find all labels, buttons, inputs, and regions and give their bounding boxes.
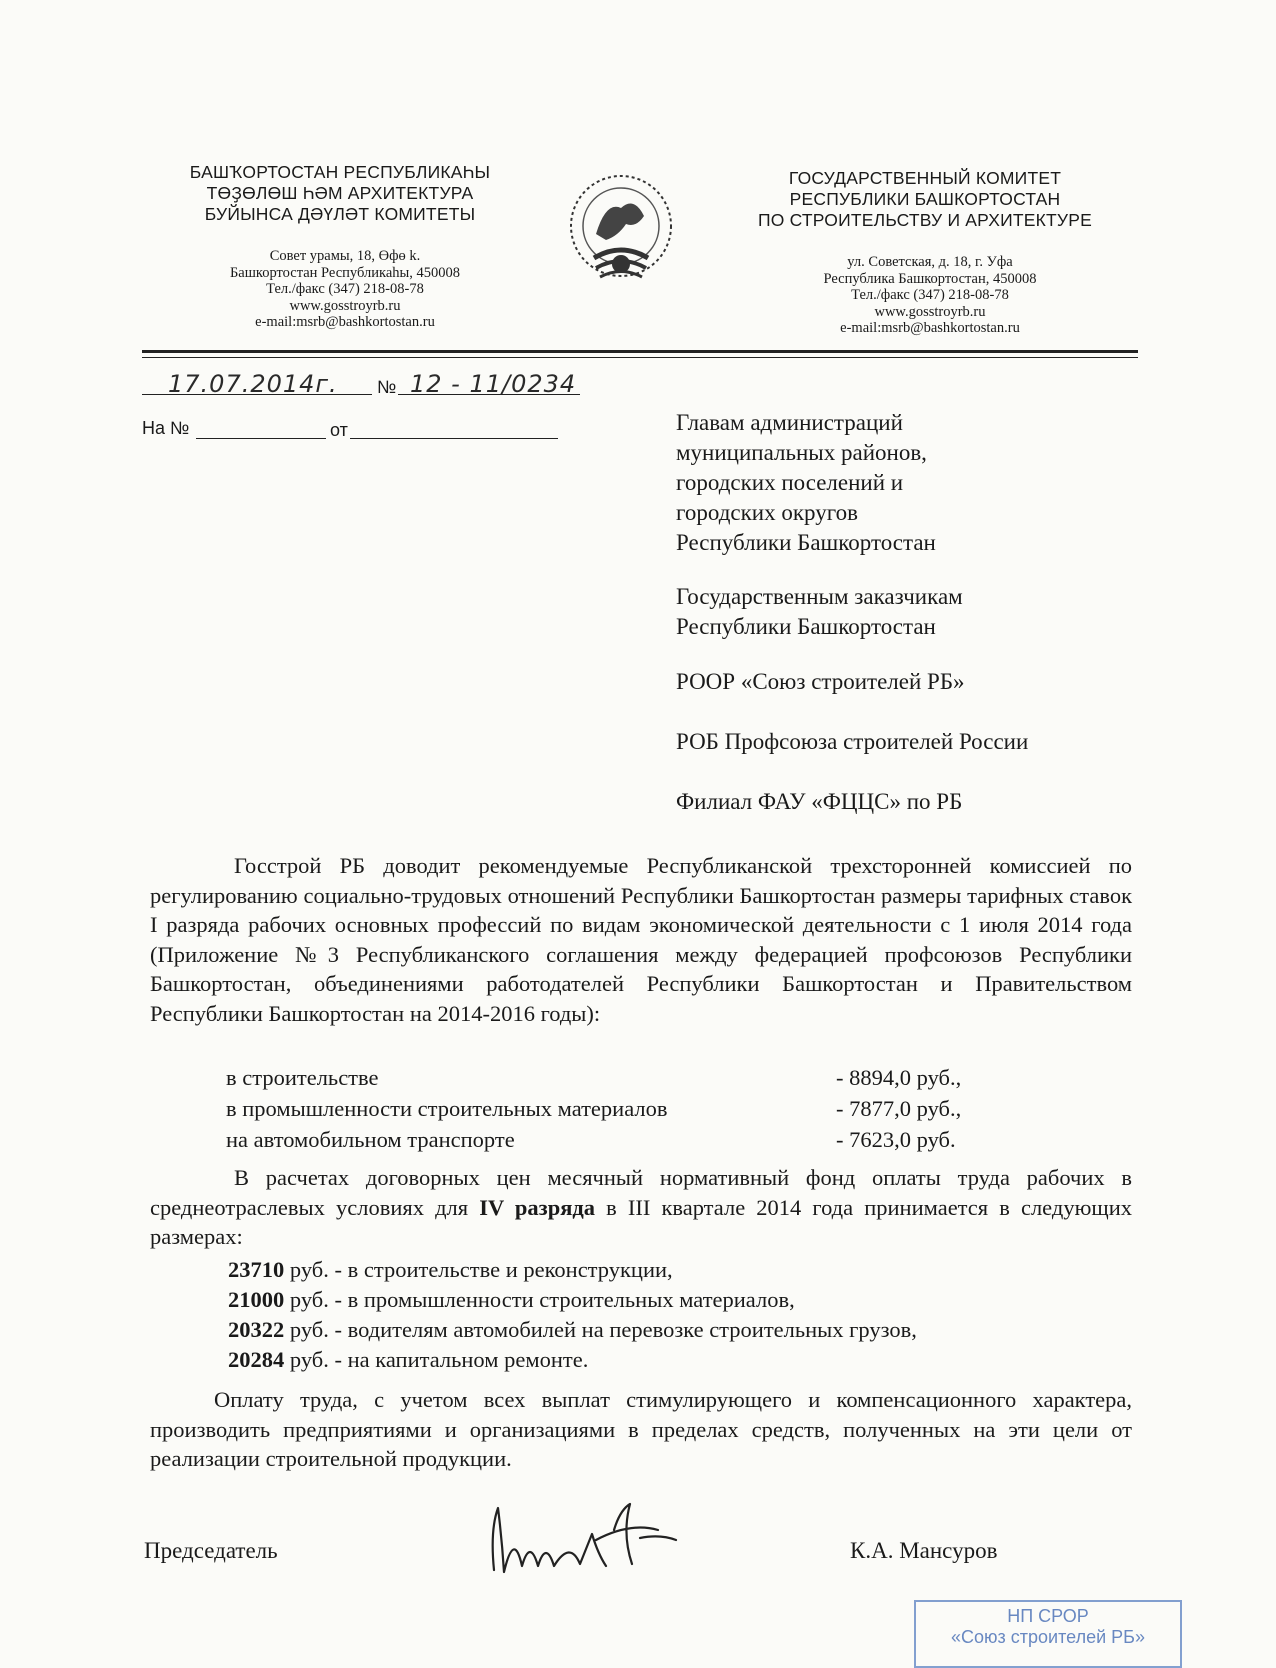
payment-line [228,1285,917,1315]
payment-line [228,1315,917,1345]
payment-text: руб. - на капитальном ремонте. [284,1347,589,1372]
registration-number-label: № [377,377,397,397]
rate-label: на автомобильном транспорте [226,1127,515,1152]
reference-from-label: от [330,420,348,440]
addressee-line: РОБ Профсоюза строителей России [676,729,1029,754]
address-line: Башкортостан Республикаһы, 450008 [229,264,460,281]
addressee-line: Государственным заказчикам [676,584,963,609]
signature-icon [480,1500,700,1580]
header-right-title [735,168,1115,231]
payment-text: руб. - водителям автомобилей на перевозке строительных грузов, [284,1317,917,1342]
payment-line [228,1255,917,1285]
header-left-title-line: БУЙЫНСА ДӘҮЛӘТ КОМИТЕТЫ [204,204,476,224]
addressee-line: Республики Башкортостан [676,530,936,555]
emblem-icon [566,156,676,306]
address-line: e-mail:msrb@bashkortostan.ru [840,320,1020,336]
payment-amount: 21000 [228,1287,285,1312]
incoming-stamp [914,1600,1182,1668]
body-intro-paragraph: Госстрой РБ доводит рекомендуемые Республиканской трехсторонней комиссией по регулированию социально-трудовых отношений Республики Башкортостан размеры тарифных ставок I разряда рабочих основных профессий по видам экономической деятельности с 1 июля 2014 года (Приложение №3 Республиканского соглашения между федерацией профсоюзов Республики Башкортостан, объединениями работодателей Республики Башкортостан и Правительством Республики Башкортостан на 2014-2016 годы): [150,853,1132,1026]
signatory-name: К.А. Мансуров [850,1538,998,1563]
stamp-line: НП СРОР [1007,1606,1089,1626]
addressee-line: городских округов [676,500,858,525]
address-line: Республика Башкортостан, 450008 [823,270,1037,287]
rate-value: - 7877,0 руб., [836,1096,962,1121]
addressee-line: Филиал ФАУ «ФЦЦС» по РБ [676,789,963,814]
payment-amount: 20284 [228,1347,285,1372]
address-line: Совет урамы, 18, Өфө k. [269,248,421,264]
addressee-block-5 [676,787,962,817]
fund-paragraph [150,1163,1132,1252]
payment-line [228,1345,917,1375]
payment-amount: 23710 [228,1257,285,1282]
address-line: www.gosstroyrb.ru [289,297,401,314]
payment-text: руб. - в промышленности строительных материалов, [284,1287,795,1312]
address-line: Тел./факс (347) 218-08-78 [266,281,424,297]
fund-grade: IV разряда [479,1194,596,1220]
reference-date-line [350,438,558,439]
addressee-block-4 [676,727,1028,757]
payment-text: руб. - в строительстве и реконструкции, [284,1257,673,1282]
closing-paragraph: Оплату труда, с учетом всех выплат стимулирующего и компенсационного характера, производить предприятиями и организациями в пределах средств, полученных на эти цели от реализации строительной продукции. [150,1387,1132,1471]
header-right-title-line: ГОСУДАРСТВЕННЫЙ КОМИТЕТ [788,168,1062,188]
header-right-title-line: РЕСПУБЛИКИ БАШКОРТОСТАН [789,189,1061,209]
addressee-block-2 [676,582,963,642]
header-left-title-line: ТӨҘӨЛӨШ ҺӘМ АРХИТЕКТУРА [206,183,474,203]
header-left-title-line: БАШҠОРТОСТАН РЕСПУБЛИКАҺЫ [189,162,491,182]
registration-date: 17.07.2014г. [168,370,338,398]
addressee-line: РООР «Союз строителей РБ» [676,669,965,694]
rate-row [226,1127,1006,1157]
reference-number-label: На № [142,418,190,438]
rate-row [226,1096,1006,1126]
payments-list [228,1255,917,1375]
stamp-line: «Союз строителей РБ» [951,1627,1145,1647]
address-line: e-mail:msrb@bashkortostan.ru [255,314,435,330]
rate-value: - 8894,0 руб., [836,1065,962,1090]
header-divider-thin [142,357,1138,358]
addressee-line: Главам администраций [676,410,903,435]
header-left-title [150,162,530,225]
registration-number: 12 - 11/0234 [410,370,577,398]
address-line: ул. Советская, д. 18, г. Уфа [847,254,1013,270]
address-line: www.gosstroyrb.ru [874,303,986,320]
addressee-block-1 [676,408,936,558]
addressee-line: Республики Башкортостан [676,614,936,639]
addressee-line: муниципальных районов, [676,440,927,465]
rate-label: в промышленности строительных материалов [226,1096,668,1121]
addressee-line: городских поселений и [676,470,904,495]
rate-value: - 7623,0 руб. [836,1127,956,1152]
rate-label: в строительстве [226,1065,379,1090]
signature-position: Председатель [144,1538,278,1563]
fund-text-end: в III квартале 2014 года принимается в следующих размерах: [150,1194,1132,1249]
rate-row [226,1065,1006,1095]
header-right-address [760,254,1100,337]
addressee-block-3 [676,667,965,697]
header-divider [142,350,1138,353]
fund-text-start: В расчетах договорных цен месячный нормативный фонд оплаты труда рабочих в среднеотраслевых условиях для [150,1165,1132,1220]
address-line: Тел./факс (347) 218-08-78 [851,287,1009,303]
reference-number-line [196,438,326,439]
header-right-title-line: ПО СТРОИТЕЛЬСТВУ И АРХИТЕКТУРЕ [758,210,1092,230]
header-left-address [175,248,515,331]
payment-amount: 20322 [228,1317,285,1342]
